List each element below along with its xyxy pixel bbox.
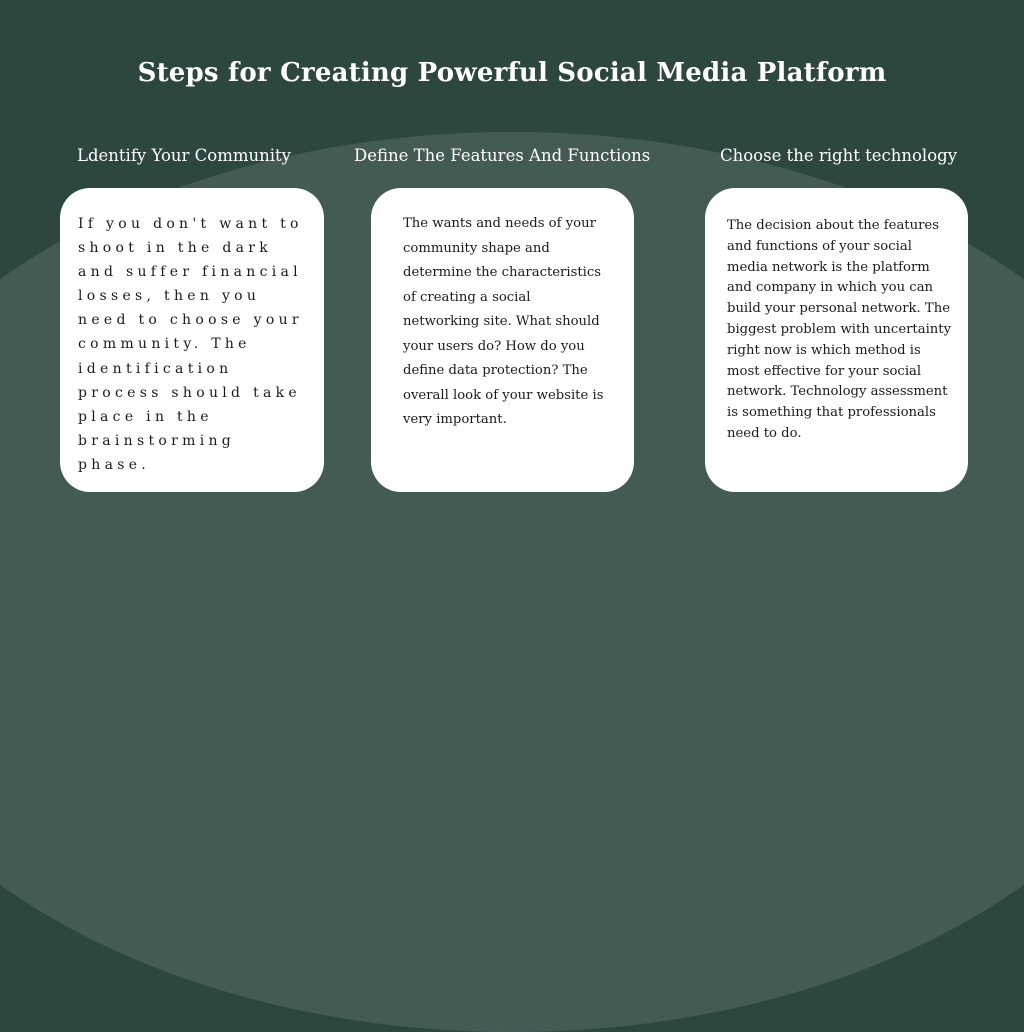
step-card-identify-community: [60, 188, 324, 492]
step-heading-define-features: Define The Features And Functions: [354, 146, 651, 165]
step-card-choose-technology: [705, 188, 968, 492]
step-card-define-features: [371, 188, 634, 492]
slide-title: Steps for Creating Powerful Social Media Platform: [137, 58, 887, 88]
step-heading-choose-technology: Choose the right technology: [720, 146, 958, 165]
step-heading-identify-community: Ldentify Your Community: [77, 146, 291, 165]
step-card-text: If you don't want to shoot in the dark and suffer financial losses, then you need to choose your community. The identification process should take place in the brainstorming phase.: [78, 216, 303, 473]
step-card-text: The decision about the features and functions of your social media network is the platform and company in which you can build your personal network. The biggest problem with uncertainty right now is which method is most effective for your social network. Technology assessment is something that professionals need to do.: [727, 218, 952, 441]
step-card-text: The wants and needs of your community shape and determine the characteristics of creating a social networking site. What should your users do? How do you define data protection? The overall look of your website is very important.: [403, 216, 604, 427]
